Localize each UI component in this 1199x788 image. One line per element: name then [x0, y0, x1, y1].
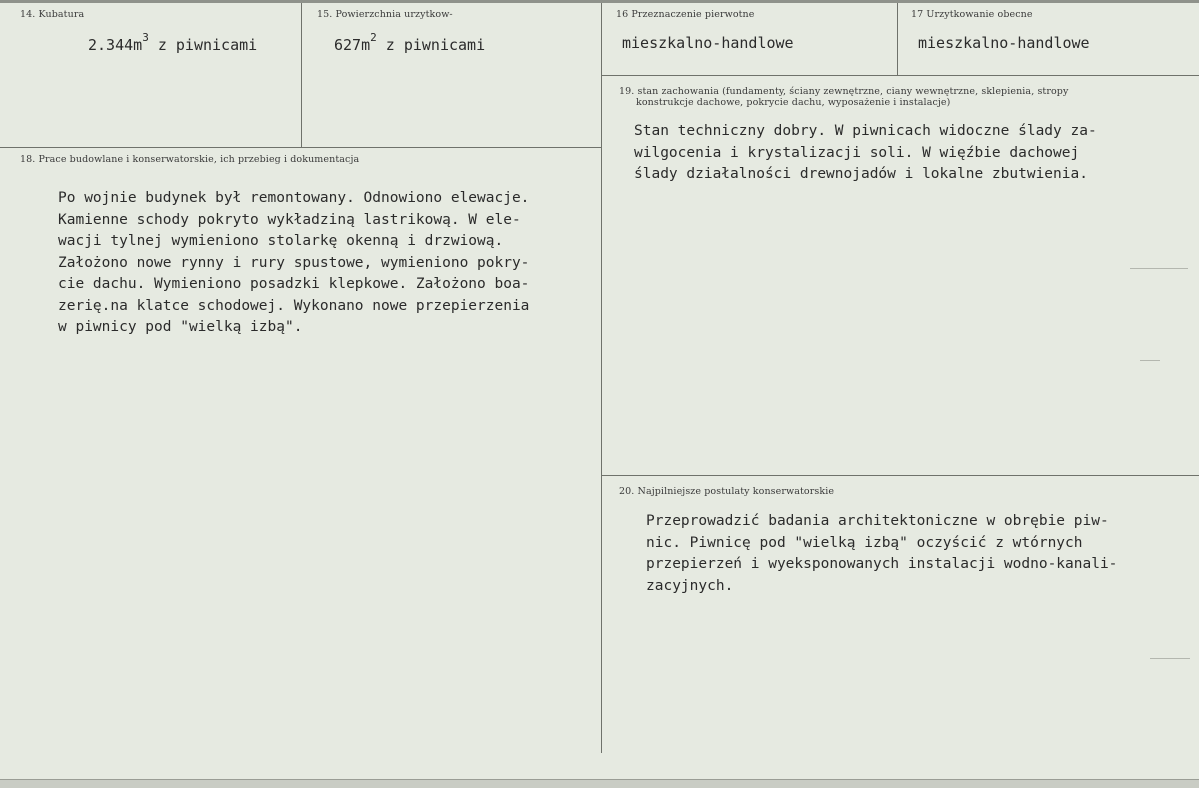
- text-line: Po wojnie budynek był remontowany. Odnowiono elewacje.: [58, 190, 530, 206]
- text-line: w piwnicy pod "wielką izbą".: [58, 319, 303, 335]
- field-label-uzytkowanie: 17 Urzytkowanie obecne: [911, 9, 1033, 20]
- field-text-postulaty: [646, 511, 1117, 597]
- kubatura-number: 2.344m: [88, 36, 143, 54]
- field-label-postulaty: 20. Najpilniejsze postulaty konserwatorskie: [619, 486, 835, 497]
- field-label-powierzchnia: 15. Powierzchnia urzytkow-: [317, 9, 453, 20]
- divider-center: [601, 3, 602, 753]
- card-top-edge: [0, 0, 1199, 3]
- text-line: wacji tylnej wymieniono stolarkę okenną i drzwiową.: [58, 233, 504, 249]
- kubatura-suffix: z piwnicami: [148, 36, 258, 54]
- powierzchnia-number: 627m: [334, 36, 371, 54]
- field-label-kubatura: 14. Kubatura: [20, 9, 85, 20]
- text-line: zerię.na klatce schodowej. Wykonano nowe przepierzenia: [58, 297, 530, 314]
- field-label-stan-line2: konstrukcje dachowe, pokrycie dachu, wyposażenie i instalacje): [636, 97, 951, 108]
- text-line: Stan techniczny dobry. W piwnicach widoczne ślady za-: [634, 123, 1097, 139]
- field-text-prace: [58, 188, 529, 339]
- field-value-powierzchnia: [334, 31, 486, 54]
- field-label-prace: 18. Prace budowlane i konserwatorskie, ich przebieg i dokumentacja: [20, 154, 360, 165]
- text-line: cie dachu. Wymieniono posadzki klepkowe. Założono boa-: [58, 276, 530, 292]
- text-line: ślady działalności drewnojadów i lokalne zbutwienia.: [634, 166, 1088, 182]
- text-line: przepierzeń i wyeksponowanych instalacji wodno-kanali-: [646, 556, 1118, 572]
- powierzchnia-suffix: z piwnicami: [376, 36, 486, 54]
- text-line: wilgocenia i krystalizacji soli. W więźbie dachowej: [634, 144, 1080, 161]
- field-value-kubatura: [88, 31, 258, 54]
- text-line: Kamienne schody pokryto wykładziną lastrikową. W ele-: [58, 211, 521, 228]
- text-line: zacyjnych.: [646, 577, 734, 594]
- divider-col-1: [301, 3, 302, 147]
- field-text-stan: [634, 121, 1097, 186]
- field-value-uzytkowanie: mieszkalno-handlowe: [918, 34, 1090, 52]
- field-label-przeznaczenie: 16 Przeznaczenie pierwotne: [616, 9, 755, 20]
- divider-top-row: [0, 147, 602, 148]
- divider-col-3: [897, 3, 898, 75]
- powierzchnia-exponent: 2: [370, 31, 377, 44]
- scan-mark: [1140, 360, 1160, 361]
- text-line: nic. Piwnicę pod "wielką izbą" oczyścić z wtórnych: [646, 534, 1083, 551]
- field-label-stan-line1: 19. stan zachowania (fundamenty, ściany zewnętrzne, ciany wewnętrzne, sklepienia, stropy: [619, 86, 1069, 97]
- kubatura-exponent: 3: [142, 31, 149, 44]
- divider-right-top: [602, 75, 1199, 76]
- field-value-przeznaczenie: mieszkalno-handlowe: [622, 34, 794, 52]
- text-line: Przeprowadzić badania architektoniczne w obrębie piw-: [646, 513, 1109, 529]
- scan-mark: [1130, 268, 1188, 269]
- text-line: Założono nowe rynny i rury spustowe, wymieniono pokry-: [58, 254, 530, 271]
- scan-mark: [1150, 658, 1190, 659]
- divider-right-middle: [602, 475, 1199, 476]
